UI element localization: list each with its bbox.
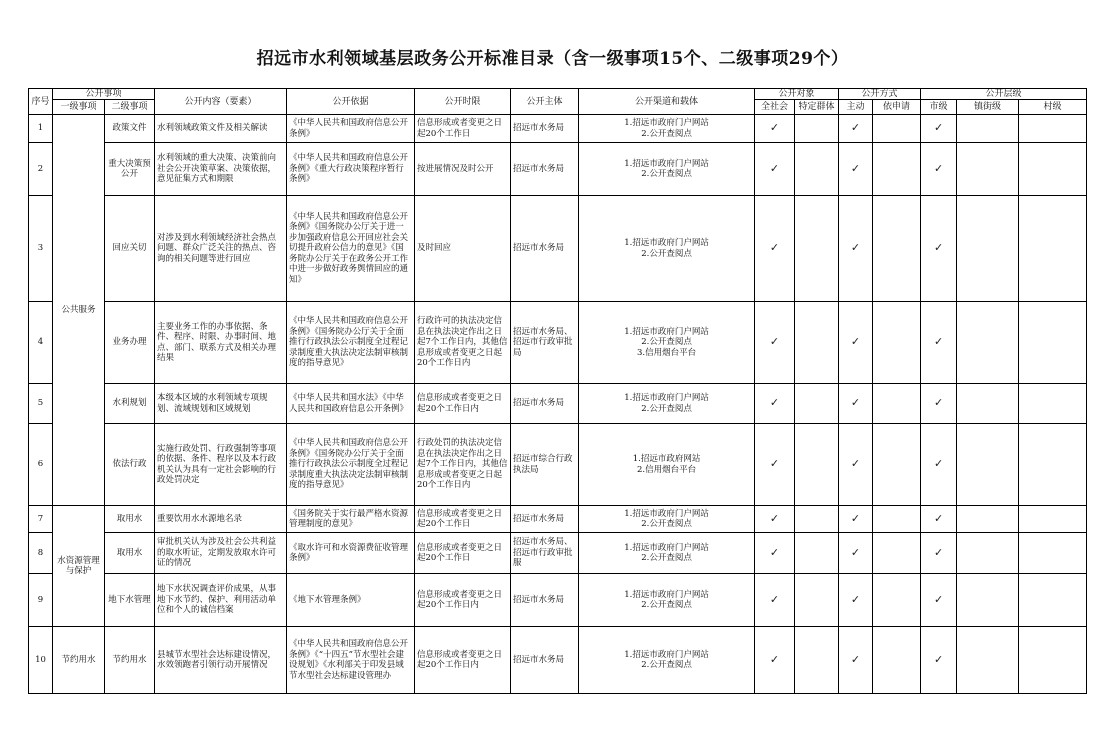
level-town-cell <box>957 302 1019 384</box>
mode-apply-cell <box>873 302 921 384</box>
level-city-cell <box>921 574 957 627</box>
level2-item: 地下水管理 <box>105 574 155 627</box>
check-mark-icon: ✓ <box>933 592 944 606</box>
channel-cell: 1.招远市政府门户网站 2.公开查阅点 <box>579 533 755 574</box>
mode-apply-cell <box>873 424 921 506</box>
check-mark-icon: ✓ <box>850 161 861 175</box>
mode-active-cell <box>839 627 873 694</box>
check-mark-icon: ✓ <box>769 335 780 349</box>
content-cell: 实施行政处罚、行政强制等事项的依据、条件、程序以及本行政机关认为具有一定社会影响的行政处罚决定 <box>155 424 287 506</box>
row-number: 2 <box>29 143 53 196</box>
content-cell: 重要饮用水水源地名录 <box>155 506 287 533</box>
header-level1: 一级事项 <box>53 100 105 115</box>
subject-cell: 招远市水务局 <box>511 143 579 196</box>
level-village-cell <box>1019 627 1087 694</box>
check-mark-icon: ✓ <box>850 545 861 559</box>
row-number: 5 <box>29 384 53 424</box>
table-row <box>29 424 1087 506</box>
mode-apply-cell <box>873 196 921 302</box>
content-cell: 本级本区域的水利领域专项规划、流域规划和区域规划 <box>155 384 287 424</box>
content-cell: 审批机关认为涉及社会公共利益的取水听证，定期发放取水许可证的情况 <box>155 533 287 574</box>
level-village-cell <box>1019 196 1087 302</box>
header-timelimit: 公开时限 <box>415 89 511 115</box>
channel-cell: 1.招远市政府门户网站 2.公开查阅点 <box>579 574 755 627</box>
target-specific-cell <box>795 506 839 533</box>
level-city-cell <box>921 196 957 302</box>
level-town-cell <box>957 627 1019 694</box>
level-town-cell <box>957 574 1019 627</box>
target-specific-cell <box>795 115 839 143</box>
header-level: 公开层级 <box>921 89 1087 100</box>
mode-apply-cell <box>873 384 921 424</box>
level2-item: 重大决策预公开 <box>105 143 155 196</box>
target-all-cell <box>755 627 795 694</box>
basis-cell: 《取水许可和水资源费征收管理条例》 <box>287 533 415 574</box>
level2-item: 水利规划 <box>105 384 155 424</box>
level2-item: 取用水 <box>105 506 155 533</box>
mode-active-cell <box>839 533 873 574</box>
level-village-cell <box>1019 533 1087 574</box>
target-all-cell <box>755 506 795 533</box>
mode-active-cell <box>839 302 873 384</box>
row-number: 1 <box>29 115 53 143</box>
check-mark-icon: ✓ <box>933 396 944 410</box>
channel-cell: 1.招远市政府门户网站 2.公开查阅点 <box>579 115 755 143</box>
basis-cell: 《中华人民共和国政府信息公开条例》《国务院办公厅关于全面推行行政执法公示制度全过程记录制度重大执法决定法制审核制度的指导意见》 <box>287 302 415 384</box>
row-number: 7 <box>29 506 53 533</box>
check-mark-icon: ✓ <box>769 545 780 559</box>
target-all-cell <box>755 574 795 627</box>
level-town-cell <box>957 384 1019 424</box>
mode-active-cell <box>839 574 873 627</box>
level-city-cell <box>921 115 957 143</box>
header-mode-active: 主动 <box>839 100 873 115</box>
check-mark-icon: ✓ <box>850 457 861 471</box>
level2-item: 节约用水 <box>105 627 155 694</box>
level-city-cell <box>921 302 957 384</box>
header-item: 公开事项 <box>53 89 155 100</box>
level-village-cell <box>1019 424 1087 506</box>
header-mode-apply: 依申请 <box>873 100 921 115</box>
subject-cell: 招远市水务局 <box>511 196 579 302</box>
level-village-cell <box>1019 384 1087 424</box>
level-town-cell <box>957 196 1019 302</box>
target-all-cell <box>755 115 795 143</box>
subject-cell: 招远市综合行政执法局 <box>511 424 579 506</box>
basis-cell: 《中华人民共和国水法》《中华人民共和国政府信息公开条例》 <box>287 384 415 424</box>
mode-active-cell <box>839 424 873 506</box>
level-village-cell <box>1019 574 1087 627</box>
mode-active-cell <box>839 506 873 533</box>
row-number: 6 <box>29 424 53 506</box>
target-all-cell <box>755 384 795 424</box>
channel-cell: 1.招远市政府网站 2.信用烟台平台 <box>579 424 755 506</box>
row-number: 3 <box>29 196 53 302</box>
row-number: 4 <box>29 302 53 384</box>
check-mark-icon: ✓ <box>933 241 944 255</box>
subject-cell: 招远市水务局 <box>511 627 579 694</box>
row-number: 8 <box>29 533 53 574</box>
timelimit-cell: 信息形成或者变更之日起20个工作日 <box>415 115 511 143</box>
level-city-cell <box>921 627 957 694</box>
mode-apply-cell <box>873 627 921 694</box>
check-mark-icon: ✓ <box>769 396 780 410</box>
channel-cell: 1.招远市政府门户网站 2.公开查阅点 <box>579 384 755 424</box>
target-specific-cell <box>795 196 839 302</box>
mode-active-cell <box>839 384 873 424</box>
level1-item: 节约用水 <box>53 627 105 694</box>
timelimit-cell: 及时回应 <box>415 196 511 302</box>
channel-cell: 1.招远市政府门户网站 2.公开查阅点 <box>579 506 755 533</box>
mode-apply-cell <box>873 574 921 627</box>
check-mark-icon: ✓ <box>933 511 944 525</box>
check-mark-icon: ✓ <box>933 335 944 349</box>
level-town-cell <box>957 533 1019 574</box>
header-content: 公开内容（要素） <box>155 89 287 115</box>
level-city-cell <box>921 143 957 196</box>
target-specific-cell <box>795 627 839 694</box>
level1-item: 公共服务 <box>53 115 105 506</box>
row-number: 10 <box>29 627 53 694</box>
page-title: 招远市水利领域基层政务公开标准目录（含一级事项15个、二级事项29个） <box>256 49 849 69</box>
level-town-cell <box>957 115 1019 143</box>
content-cell: 县城节水型社会达标建设情况，水效领跑者引领行动开展情况 <box>155 627 287 694</box>
timelimit-cell: 行政处罚的执法决定信息在执法决定作出之日起7个工作日内，其他信息形成或者变更之日起20个工作日内 <box>415 424 511 506</box>
check-mark-icon: ✓ <box>850 396 861 410</box>
subject-cell: 招远市水务局 <box>511 115 579 143</box>
channel-cell: 1.招远市政府门户网站 2.公开查阅点 <box>579 196 755 302</box>
timelimit-cell: 按进展情况及时公开 <box>415 143 511 196</box>
check-mark-icon: ✓ <box>769 161 780 175</box>
header-mode: 公开方式 <box>839 89 921 100</box>
row-number: 9 <box>29 574 53 627</box>
channel-cell: 1.招远市政府门户网站 2.公开查阅点 3.信用烟台平台 <box>579 302 755 384</box>
mode-active-cell <box>839 196 873 302</box>
check-mark-icon: ✓ <box>933 545 944 559</box>
table-row <box>29 196 1087 302</box>
content-cell: 对涉及到水利领域经济社会热点问题、群众广泛关注的热点、咨询的相关问题等进行回应 <box>155 196 287 302</box>
level-city-cell <box>921 533 957 574</box>
mode-apply-cell <box>873 506 921 533</box>
subject-cell: 招远市水务局、招远市行政审批局 <box>511 302 579 384</box>
basis-cell: 《中华人民共和国政府信息公开条例》《“十四五”节水型社会建设规划》《水利部关于印发县域节水型社会达标建设管理办 <box>287 627 415 694</box>
timelimit-cell: 信息形成或者变更之日起20个工作日内 <box>415 574 511 627</box>
timelimit-cell: 信息形成或者变更之日起20个工作日 <box>415 533 511 574</box>
table-row <box>29 143 1087 196</box>
header-subject: 公开主体 <box>511 89 579 115</box>
check-mark-icon: ✓ <box>850 241 861 255</box>
check-mark-icon: ✓ <box>850 335 861 349</box>
header-channel: 公开渠道和载体 <box>579 89 755 115</box>
header-seq: 序号 <box>29 89 53 115</box>
level2-item: 政策文件 <box>105 115 155 143</box>
subject-cell: 招远市水务局 <box>511 574 579 627</box>
check-mark-icon: ✓ <box>769 652 780 666</box>
table-row <box>29 533 1087 574</box>
check-mark-icon: ✓ <box>850 652 861 666</box>
target-all-cell <box>755 533 795 574</box>
catalog-table <box>28 88 1087 694</box>
subject-cell: 招远市水务局 <box>511 384 579 424</box>
target-all-cell <box>755 196 795 302</box>
header-target-all: 全社会 <box>755 100 795 115</box>
mode-active-cell <box>839 115 873 143</box>
level-town-cell <box>957 143 1019 196</box>
target-specific-cell <box>795 302 839 384</box>
subject-cell: 招远市水务局、招远市行政审批服 <box>511 533 579 574</box>
check-mark-icon: ✓ <box>769 592 780 606</box>
content-cell: 水利领域政策文件及相关解读 <box>155 115 287 143</box>
level2-item: 依法行政 <box>105 424 155 506</box>
content-cell: 地下水状况调查评价成果，从事地下水节约、保护、利用活动单位和个人的诚信档案 <box>155 574 287 627</box>
header-basis: 公开依据 <box>287 89 415 115</box>
level2-item: 业务办理 <box>105 302 155 384</box>
level-village-cell <box>1019 115 1087 143</box>
target-all-cell <box>755 424 795 506</box>
target-specific-cell <box>795 424 839 506</box>
timelimit-cell: 信息形成或者变更之日起20个工作日 <box>415 506 511 533</box>
channel-cell: 1.招远市政府门户网站 2.公开查阅点 <box>579 143 755 196</box>
header-level-town: 镇街级 <box>957 100 1019 115</box>
check-mark-icon: ✓ <box>933 161 944 175</box>
subject-cell: 招远市水务局 <box>511 506 579 533</box>
target-specific-cell <box>795 533 839 574</box>
basis-cell: 《中华人民共和国政府信息公开条例》《国务院办公厅关于进一步加强政府信息公开回应社会关切提升政府公信力的意见》《国务院办公厅关于在政务公开工作中进一步做好政务舆情回应的通知》 <box>287 196 415 302</box>
level-city-cell <box>921 384 957 424</box>
level-town-cell <box>957 506 1019 533</box>
mode-apply-cell <box>873 533 921 574</box>
level-town-cell <box>957 424 1019 506</box>
check-mark-icon: ✓ <box>769 457 780 471</box>
check-mark-icon: ✓ <box>769 511 780 525</box>
check-mark-icon: ✓ <box>769 121 780 135</box>
basis-cell: 《地下水管理条例》 <box>287 574 415 627</box>
table-row <box>29 574 1087 627</box>
level1-item: 水资源管理与保护 <box>53 506 105 627</box>
check-mark-icon: ✓ <box>933 457 944 471</box>
target-specific-cell <box>795 143 839 196</box>
mode-apply-cell <box>873 115 921 143</box>
check-mark-icon: ✓ <box>933 121 944 135</box>
content-cell: 主要业务工作的办事依据、条件、程序、时限、办事时间、地点、部门、联系方式及相关办理结果 <box>155 302 287 384</box>
table-row <box>29 384 1087 424</box>
target-specific-cell <box>795 384 839 424</box>
mode-apply-cell <box>873 143 921 196</box>
table-row <box>29 506 1087 533</box>
level-village-cell <box>1019 506 1087 533</box>
channel-cell: 1.招远市政府门户网站 2.公开查阅点 <box>579 627 755 694</box>
timelimit-cell: 行政许可的执法决定信息在执法决定作出之日起7个工作日内，其他信息形成或者变更之日起20个工作日内 <box>415 302 511 384</box>
basis-cell: 《中华人民共和国政府信息公开条例》《国务院办公厅关于全面推行行政执法公示制度全过程记录制度重大执法决定法制审核制度的指导意见》 <box>287 424 415 506</box>
target-specific-cell <box>795 574 839 627</box>
header-level-village: 村级 <box>1019 100 1087 115</box>
basis-cell: 《中华人民共和国政府信息公开条例》《重大行政决策程序暂行条例》 <box>287 143 415 196</box>
target-all-cell <box>755 302 795 384</box>
level-city-cell <box>921 506 957 533</box>
basis-cell: 《国务院关于实行最严格水资源管理制度的意见》 <box>287 506 415 533</box>
check-mark-icon: ✓ <box>850 121 861 135</box>
level-city-cell <box>921 424 957 506</box>
level-village-cell <box>1019 302 1087 384</box>
check-mark-icon: ✓ <box>850 592 861 606</box>
level2-item: 回应关切 <box>105 196 155 302</box>
level2-item: 取用水 <box>105 533 155 574</box>
header-level-city: 市级 <box>921 100 957 115</box>
check-mark-icon: ✓ <box>769 241 780 255</box>
target-all-cell <box>755 143 795 196</box>
basis-cell: 《中华人民共和国政府信息公开条例》 <box>287 115 415 143</box>
check-mark-icon: ✓ <box>850 511 861 525</box>
timelimit-cell: 信息形成或者变更之日起20个工作日内 <box>415 384 511 424</box>
header-target: 公开对象 <box>755 89 839 100</box>
content-cell: 水利领域的重大决策、决策前向社会公开决策草案、决策依据，意见征集方式和期限 <box>155 143 287 196</box>
table-row <box>29 115 1087 143</box>
header-level2: 二级事项 <box>105 100 155 115</box>
check-mark-icon: ✓ <box>933 652 944 666</box>
timelimit-cell: 信息形成或者变更之日起20个工作日内 <box>415 627 511 694</box>
mode-active-cell <box>839 143 873 196</box>
level-village-cell <box>1019 143 1087 196</box>
header-target-specific: 特定群体 <box>795 100 839 115</box>
table-row <box>29 627 1087 694</box>
table-row <box>29 302 1087 384</box>
